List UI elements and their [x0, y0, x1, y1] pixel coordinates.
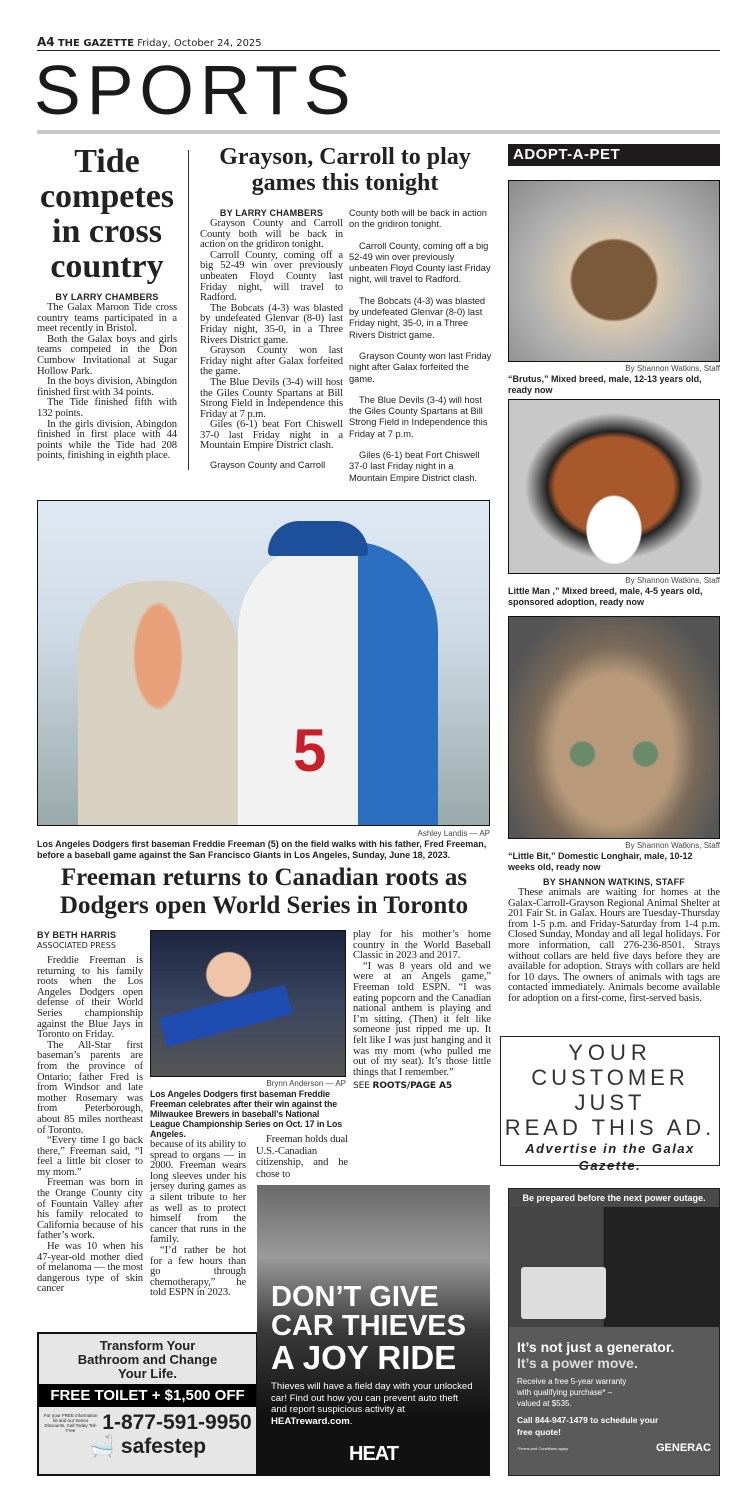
grayson-headline: Grayson, Carroll to play games this tonight	[219, 144, 471, 196]
adopt-story	[508, 877, 720, 1005]
paragraph: The Blue Devils (3-4) will host the Giles County Spartans at Bill Strong Field in Independence this Friday at 7 p.m.	[349, 394, 488, 439]
heat-logo: HEAT	[349, 1443, 398, 1465]
pet-caption: Little Man ,” Mixed breed, male, 4-5 years old, sponsored adoption, ready now	[508, 586, 703, 607]
freeman-col-4	[353, 930, 491, 1092]
byline: BY LARRY CHAMBERS	[219, 208, 324, 218]
photo-credit: By Shannon Watkins, Staff	[625, 841, 720, 850]
jump-link[interactable]	[353, 1081, 491, 1092]
byline: BY LARRY CHAMBERS	[55, 292, 159, 302]
generac-logo: GENERAC	[655, 1442, 711, 1454]
paragraph: Grayson County and Carroll County both will be back in action on the gridiron tonight.	[200, 218, 343, 251]
paragraph: Giles (6-1) beat Fort Chiswell 37-0 last Friday night in a Mountain Empire District clash.	[200, 419, 343, 452]
story-body	[37, 303, 177, 462]
paragraph: Giles (6-1) beat Fort Chiswell 37-0 last Friday night in a Mountain Empire District clash.	[349, 450, 480, 483]
paragraph: County both will be back in action on the gridiron tonight.	[349, 208, 487, 230]
generac-ad[interactable]	[508, 1188, 720, 1476]
bathroom-ad[interactable]	[37, 1332, 258, 1476]
freeman-col-2	[150, 1140, 246, 1299]
paragraph: play for his mother’s home country in the World Baseball Classic in 2023 and 2017.	[353, 929, 491, 962]
photo-credit: By Shannon Watkins, Staff	[625, 364, 720, 373]
ad-headline-2: It’s a power move.	[517, 1355, 638, 1371]
ad-line: YOUR	[568, 1040, 652, 1065]
paragraph: The Bobcats (4-3) was blasted by undefeated Glenvar (8-0) last Friday night, 35-0, in a Three Rivers District game.	[200, 302, 343, 346]
pet-photo-brutus	[508, 180, 720, 362]
byline: BY SHANNON WATKINS, STAFF	[543, 877, 685, 887]
headline: Tide competes in cross country	[39, 143, 175, 285]
byline: BY BETH HARRIS	[37, 930, 117, 940]
ad-top: Be prepared before the next power outage.	[509, 1189, 719, 1207]
father-figure	[78, 581, 238, 826]
section-title: SPORTS	[34, 51, 357, 129]
freeman-col-1	[37, 930, 143, 1295]
pet-photo-little-bit	[508, 616, 720, 839]
paragraph: He was 10 when his 47-year-old mother died of melanoma — the most dangerous type of skin cancer	[37, 1241, 143, 1295]
ad-body: Thieves will have a field day with your unlocked car! Find out how you can prevent auto theft and report suspicious activity at HEATreward.com.	[271, 1381, 473, 1427]
main-photo	[37, 500, 490, 826]
jersey-number: 5	[293, 717, 327, 784]
sleeve	[159, 985, 292, 1048]
grayson-col-2	[349, 208, 492, 484]
ad-headline: Transform Your Bathroom and Change Your Life.	[77, 1338, 218, 1381]
photo-caption: Los Angeles Dodgers first baseman Freddie Freeman (5) on the field walks with his father, Fred Freeman, before a baseball game against the San Francisco Giants in Los Angeles, Sunday, June 18, 2023.	[37, 839, 487, 860]
section-rule	[37, 130, 720, 134]
photo-credit: Ashley Landis — AP	[417, 829, 490, 838]
pet-photo-little-man	[508, 399, 720, 574]
ad-offer: Receive a free 5-year warranty with qualifying purchase* – valued at $535.	[517, 1377, 627, 1408]
paragraph: Grayson County won last Friday night after Galax forfeited the game.	[349, 350, 492, 384]
ad-line: CUSTOMER JUST	[531, 1065, 689, 1115]
paragraph: The Bobcats (4-3) was blasted by undefeated Glenvar (8-0) last Friday night, 35-0, in a Three Rivers District game.	[349, 295, 486, 340]
paragraph: The Blue Devils (3-4) will host the Giles County Spartans at Bill Strong Field in Independence this Friday at 7 p.m.	[200, 376, 343, 420]
paragraph: The All-Star first baseman’s parents are from the province of Ontario; father Fred is from Windsor and late mother Rosemary was from Peterborough, about 85 miles northeast of Toronto.	[37, 1039, 143, 1136]
issue-date: Friday, October 24, 2025	[137, 38, 262, 49]
ad-info: For your FREE information kit and our Senior Discounts, Call Today Toll-Free	[44, 1413, 98, 1433]
ad-headline: It’s not just a generator.	[517, 1339, 675, 1355]
adopt-header: ADOPT-A-PET	[508, 144, 720, 166]
paragraph: In the boys division, Abingdon finished first with 34 points.	[37, 376, 177, 398]
paragraph: “Every time I go back there,” Freeman said, “I feel a little bit closer to my mom.”	[37, 1135, 143, 1178]
generator-unit	[521, 1267, 606, 1319]
paragraph: “I’d rather be hot for a few hours than go through chemotherapy,” he told ESPN in 2023.	[150, 1244, 246, 1299]
paragraph: Freddie Freeman is returning to his family roots when the Los Angeles Dodgers open defense of their World Series championship against the Blue Jays in Toronto on Friday.	[37, 955, 143, 1041]
paragraph: Carroll County, coming off a big 52-49 win over previously unbeaten Floyd County last Friday night, will travel to Radford.	[349, 240, 491, 285]
generator-photo	[509, 1207, 719, 1327]
ad-fine-print: *Terms and Conditions apply.	[517, 1445, 569, 1451]
player-figure	[238, 541, 438, 826]
ad-headline: DON’T GIVE CAR THIEVES A JOY RIDE	[271, 1281, 466, 1376]
paragraph: Both the Galax boys and girls teams competed in the Don Cumbow Invitational at Sugar Hollow Park.	[37, 333, 177, 377]
page-header	[37, 35, 262, 49]
celebration-photo	[150, 930, 346, 1077]
freeman-headline: Freeman returns to Canadian roots as Dodgers open World Series in Toronto	[59, 864, 469, 919]
paragraph: These animals are waiting for homes at the Galax-Carroll-Grayson Regional Animal Shelter at 201 Fair St. in Galax. Hours are Tuesday-Thursday from 1-5 p.m. and Friday-Saturday from 1-4 p.m. Closed Sunday, Monday and all legal holidays. For more information, call 276-236-8501. Strays without collars are held five days before they are available for adoption. Strays with collars are held for 10 days. The owners of animals with tags are contacted immediately. Animals become available for adoption on a first-come, first-served basis.	[508, 887, 720, 1004]
ad-line: READ THIS AD.	[504, 1115, 716, 1140]
ad-offer: FREE TOILET + $1,500 OFF	[39, 1384, 256, 1407]
safestep-logo: 🛁 safestep	[88, 1435, 207, 1458]
jump-prefix: SEE	[353, 1081, 373, 1092]
paper-name: THE GAZETTE	[57, 38, 135, 49]
paragraph: The Tide finished fifth with 132 points.	[37, 397, 177, 419]
ad-tagline: Advertise in the Galax Gazette.	[525, 1141, 695, 1173]
paragraph: because of its ability to spread to organs — in 2000. Freeman wears long sleeves under his jersey during games as a silent tribute to her as well as to protect himself from the cancer that runs in the family.	[150, 1139, 246, 1246]
ad-link[interactable]: HEATreward.com	[271, 1415, 350, 1427]
page-number: A4	[37, 35, 55, 49]
ad-cta: Call 844-947-1479 to schedule your free quote!	[517, 1415, 659, 1437]
grayson-col-1	[200, 208, 343, 471]
house-ad[interactable]	[500, 1036, 720, 1173]
paragraph: Grayson County won last Friday night after Galax forfeited the game.	[200, 345, 343, 378]
tide-story	[37, 144, 177, 462]
car-theft-ad[interactable]	[257, 1185, 490, 1476]
photo-credit: Brynn Anderson — AP	[266, 1079, 346, 1088]
agency: ASSOCIATED PRESS	[37, 941, 116, 950]
pet-caption: “Brutus,” Mixed breed, male, 12-13 years old, ready now	[508, 374, 702, 395]
paragraph: Freeman holds dual U.S.-Canadian citizenship, and he chose to	[256, 1134, 348, 1180]
paragraph: Carroll County, coming off a big 52-49 win over previously unbeaten Floyd County last Friday night, will travel to Radford.	[200, 249, 343, 304]
logo-icon: 🛁	[88, 1435, 116, 1458]
photo-credit: By Shannon Watkins, Staff	[625, 576, 720, 585]
jump-target: ROOTS/PAGE A5	[372, 1081, 453, 1092]
pet-caption: “Little Bit,” Domestic Longhair, male, 10-12 weeks old, ready now	[508, 851, 693, 872]
cap	[268, 521, 368, 556]
ad-phone[interactable]: 1-877-591-9950	[102, 1411, 252, 1434]
paragraph: The Galax Maroon Tide cross country teams participated in a meet recently in Bristol.	[37, 302, 177, 335]
photo-caption: Los Angeles Dodgers first baseman Freddie Freeman celebrates after their win against the Milwaukee Brewers in baseball’s National League Championship Series on Oct. 17 in Los Angeles.	[150, 1089, 343, 1139]
paragraph: Grayson County and Carroll	[210, 460, 326, 471]
paragraph: Freeman was born in the Orange County city of Fountain Valley after his family relocated to California because of his father’s work.	[37, 1177, 143, 1242]
paragraph: “I was 8 years old and we were at an Angels game,” Freeman told ESPN. “I was eating popcorn and the Canadian national anthem is playing and I’m sitting. (Then) it felt like someone just ripped me up. It felt like I was just hanging and it was my mom (who pulled me out of my seat). It’s those little things that I remember.”	[353, 960, 491, 1078]
paragraph: In the girls division, Abingdon finished in first place with 44 points while the Tide had 208 points, finishing in eighth place.	[37, 418, 177, 462]
column-rule	[188, 150, 189, 470]
freeman-col-3	[256, 1134, 348, 1180]
